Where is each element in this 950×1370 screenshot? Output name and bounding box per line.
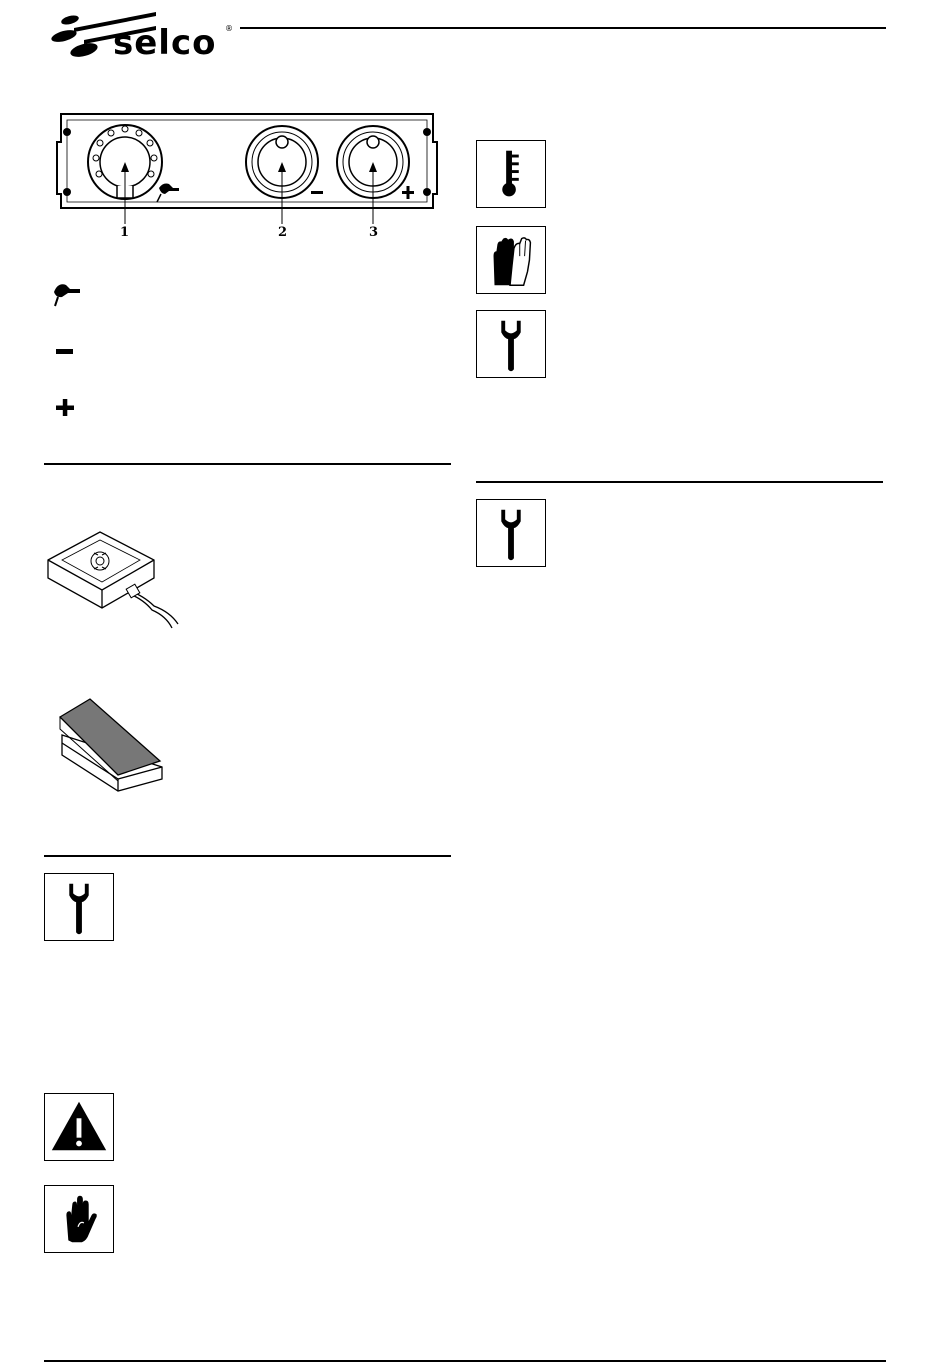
foot-pedal-illustration [52, 695, 167, 795]
header-rule [240, 27, 886, 29]
section-rule-left-2 [44, 855, 451, 857]
footer-rule [44, 1360, 886, 1362]
minus-sign-icon [56, 348, 74, 356]
brand-name: selco [113, 23, 217, 63]
section-rule-right-1 [476, 481, 883, 483]
remote-control-illustration [44, 520, 194, 630]
torch-icon [52, 280, 82, 308]
registered-mark: ® [225, 24, 233, 33]
wrench-icon [477, 311, 545, 377]
wrench-icon-box-right-2 [476, 499, 546, 567]
wrench-icon-box-left [44, 873, 114, 941]
callout-1: 1 [120, 225, 130, 240]
warning-icon [45, 1094, 113, 1160]
stop-hand-icon-box [44, 1185, 114, 1253]
connector-panel-diagram [55, 112, 440, 242]
section-rule-left-1 [44, 463, 451, 465]
stop-hand-icon [45, 1186, 113, 1252]
wrench-icon-box-right-1 [476, 310, 546, 378]
callout-2: 2 [278, 225, 288, 240]
thermometer-icon-box [476, 140, 546, 208]
gloves-icon [477, 227, 545, 293]
thermometer-icon [477, 141, 545, 207]
gloves-icon-box [476, 226, 546, 294]
wrench-icon [477, 500, 545, 566]
callout-3: 3 [369, 225, 379, 240]
wrench-icon [45, 874, 113, 940]
warning-icon-box [44, 1093, 114, 1161]
plus-sign-icon [56, 398, 76, 418]
